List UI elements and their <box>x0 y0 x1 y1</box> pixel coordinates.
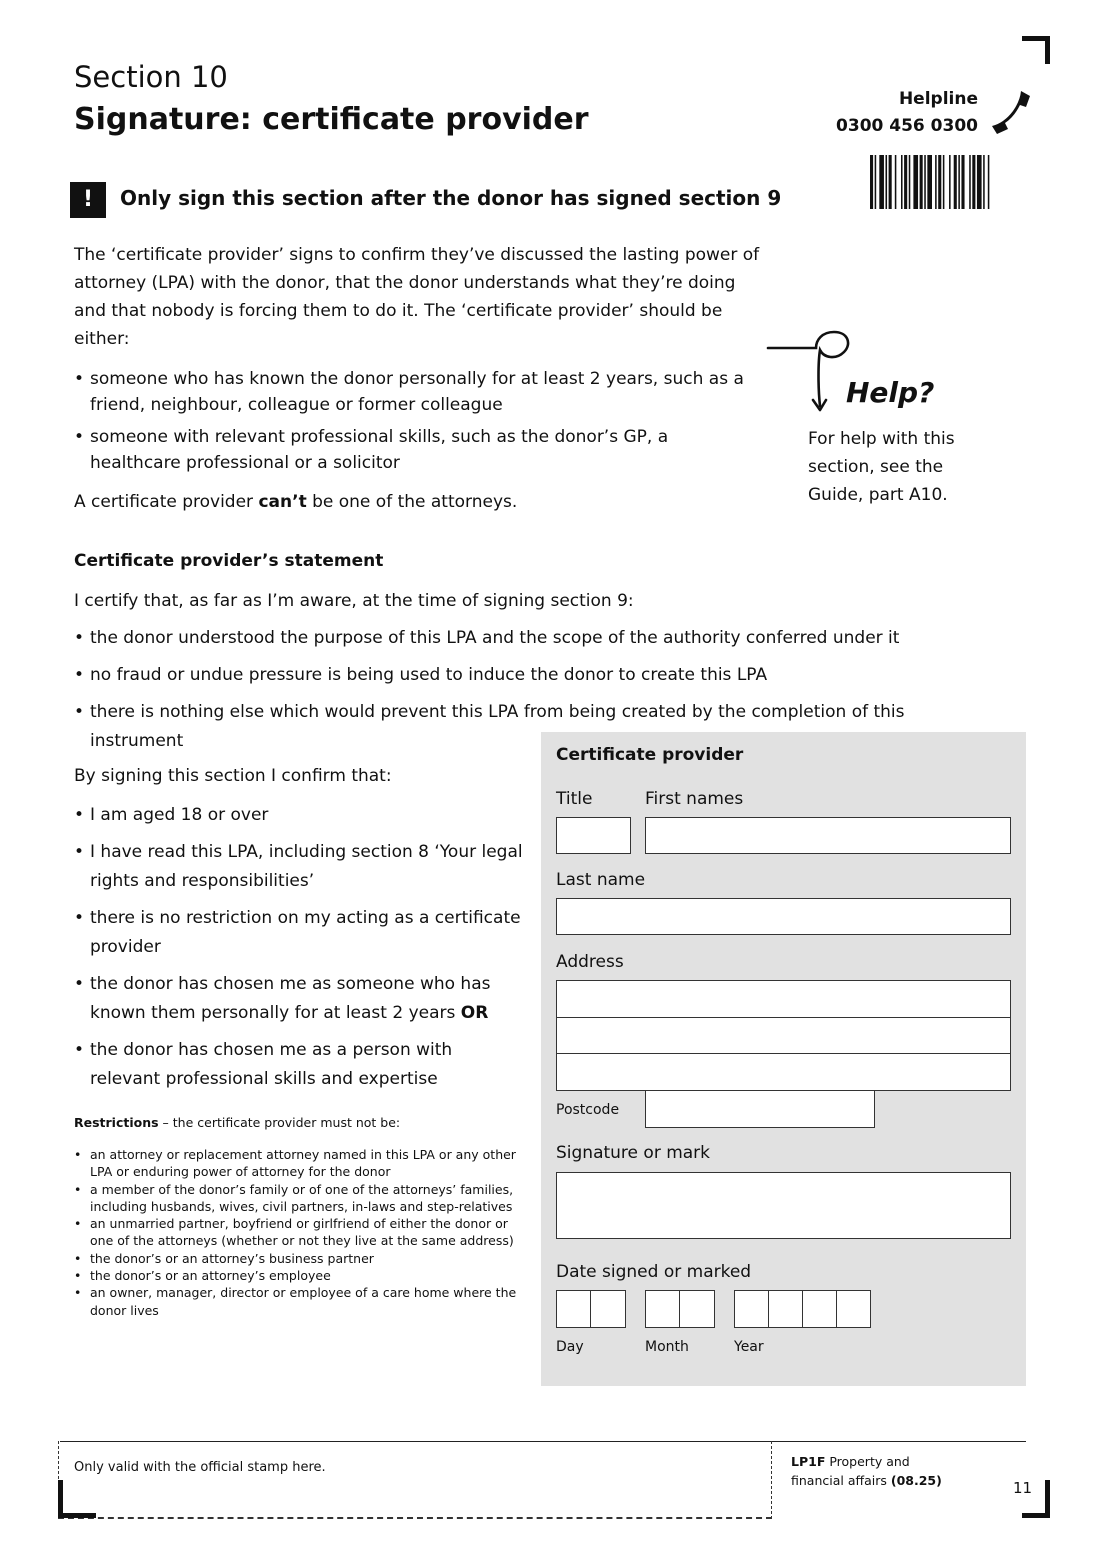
address-line-1-field[interactable] <box>556 980 1011 1018</box>
list-item: • the donor has chosen me as a person with relevant professional skills and expertise <box>74 1036 524 1094</box>
barcode-bar <box>954 155 957 209</box>
barcode-bar <box>913 155 918 209</box>
help-title: Help? <box>846 376 935 409</box>
list-item: • an attorney or replacement attorney named in this LPA or any other LPA or enduring power of attorney for the donor <box>74 1146 529 1181</box>
phone-icon <box>986 87 1036 137</box>
list-item: • the donor understood the purpose of this LPA and the scope of the authority conferred under it <box>74 624 954 653</box>
list-item: • someone with relevant professional skills, such as the donor’s GP, a healthcare professional or a solicitor <box>74 424 764 476</box>
list-item: • an unmarried partner, boyfriend or girlfriend of either the donor or one of the attorneys (whether or not they live at the same address) <box>74 1215 529 1250</box>
barcode <box>870 155 1025 209</box>
postcode-field[interactable] <box>645 1090 875 1128</box>
address-label: Address <box>556 952 624 972</box>
year-digit-4-field[interactable] <box>836 1290 871 1328</box>
list-item: • I am aged 18 or over <box>74 801 524 830</box>
year-digit-3-field[interactable] <box>802 1290 837 1328</box>
list-item: • there is no restriction on my acting as a certificate provider <box>74 904 524 962</box>
barcode-bar <box>983 155 985 209</box>
list-item: • there is nothing else which would prevent this LPA from being created by the completion of this instrument <box>74 698 935 756</box>
barcode-bar <box>935 155 937 209</box>
list-item: • a member of the donor’s family or of one of the attorneys’ families, including husbands, wives, civil partners, in-laws and step-relatives <box>74 1181 529 1216</box>
barcode-bar <box>988 155 990 209</box>
list-item: • an owner, manager, director or employee of a care home where the donor lives <box>74 1284 529 1319</box>
corner-mark-bottom-left <box>58 1480 98 1520</box>
barcode-bar <box>909 155 911 209</box>
helpline-label: Helpline <box>898 89 978 109</box>
barcode-bar <box>895 155 897 209</box>
barcode-bar <box>977 155 982 209</box>
list-item: • I have read this LPA, including section 8 ‘Your legal rights and responsibilities’ <box>74 838 524 896</box>
year-digit-2-field[interactable] <box>768 1290 803 1328</box>
list-item: • someone who has known the donor personally for at least 2 years, such as a friend, neighbour, colleague or former colleague <box>74 366 764 418</box>
form-reference: LP1F Property and financial affairs (08.25) <box>791 1454 942 1488</box>
barcode-bar <box>961 155 964 209</box>
barcode-bar <box>875 155 877 209</box>
official-stamp-area <box>58 1441 772 1519</box>
address-line-2-field[interactable] <box>556 1017 1011 1054</box>
barcode-bar <box>943 155 945 209</box>
warning-text: Only sign this section after the donor has signed section 9 <box>120 186 782 210</box>
barcode-bar <box>920 155 923 209</box>
barcode-bar <box>889 155 892 209</box>
barcode-bar <box>886 155 888 209</box>
intro-bullet-list <box>74 366 764 482</box>
or-text: OR <box>460 1003 489 1023</box>
list-item: • the donor’s or an attorney’s employee <box>74 1267 529 1284</box>
corner-mark-bottom-right <box>1022 1480 1052 1520</box>
day-digit-2-field[interactable] <box>590 1290 626 1328</box>
section-title: Signature: certificate provider <box>74 102 589 137</box>
barcode-bar <box>938 155 941 209</box>
page-number: 11 <box>1013 1479 1033 1497</box>
corner-mark-top-right <box>1022 36 1052 66</box>
section-number: Section 10 <box>74 60 228 94</box>
first-names-field[interactable] <box>645 817 1011 854</box>
last-name-field[interactable] <box>556 898 1011 935</box>
barcode-bar <box>901 155 903 209</box>
month-label: Month <box>645 1339 689 1355</box>
certificate-provider-form <box>541 732 1026 1386</box>
signature-label: Signature or mark <box>556 1143 711 1163</box>
stamp-text: Only valid with the official stamp here. <box>74 1460 326 1475</box>
year-digit-1-field[interactable] <box>734 1290 769 1328</box>
last-name-label: Last name <box>556 870 646 890</box>
month-digit-1-field[interactable] <box>645 1290 680 1328</box>
helpline-number: 0300 456 0300 <box>836 116 978 136</box>
barcode-bar <box>924 155 926 209</box>
help-text: For help with this section, see the Guide, part A10. <box>808 429 955 505</box>
title-label: Title <box>556 789 593 809</box>
form-heading: Certificate provider <box>556 745 744 765</box>
confirm-heading: By signing this section I confirm that: <box>74 766 392 786</box>
attorney-note: A certificate provider can’t be one of the attorneys. <box>74 492 518 512</box>
helpline <box>800 86 978 140</box>
first-names-label: First names <box>645 789 744 809</box>
barcode-bar <box>972 155 975 209</box>
statement-intro: I certify that, as far as I’m aware, at the time of signing section 9: <box>74 591 634 611</box>
help-icon <box>764 328 974 418</box>
intro-paragraph: The ‘certificate provider’ signs to confirm they’ve discussed the lasting power of attorney (LPA) with the donor, that the donor understands what they’re doing and that nobody is forcing them to do it. The ‘certificate provider’ should be either: <box>74 245 760 349</box>
exclamation-icon: ! <box>70 182 106 218</box>
barcode-bar <box>927 155 932 209</box>
barcode-bar <box>904 155 907 209</box>
restrictions-heading: Restrictions – the certificate provider must not be: <box>74 1115 401 1130</box>
day-label: Day <box>556 1339 584 1355</box>
confirm-bullet-list <box>74 801 524 1102</box>
barcode-bar <box>969 155 971 209</box>
year-label: Year <box>734 1339 764 1355</box>
barcode-bar <box>949 155 951 209</box>
list-item: • the donor has chosen me as someone who has known them personally for at least 2 years OR <box>74 970 524 1028</box>
barcode-bar <box>870 155 873 209</box>
month-digit-2-field[interactable] <box>679 1290 715 1328</box>
restrictions-bullet-list <box>74 1146 529 1319</box>
postcode-label: Postcode <box>556 1102 620 1118</box>
day-digit-1-field[interactable] <box>556 1290 591 1328</box>
address-line-3-field[interactable] <box>556 1053 1011 1091</box>
signature-field[interactable] <box>556 1172 1011 1239</box>
statement-heading: Certificate provider’s statement <box>74 551 384 571</box>
list-item: • no fraud or undue pressure is being used to induce the donor to create this LPA <box>74 661 954 690</box>
barcode-bar <box>958 155 960 209</box>
title-field[interactable] <box>556 817 631 854</box>
date-label: Date signed or marked <box>556 1262 752 1282</box>
barcode-bar <box>879 155 884 209</box>
list-item: • the donor’s or an attorney’s business partner <box>74 1250 529 1267</box>
